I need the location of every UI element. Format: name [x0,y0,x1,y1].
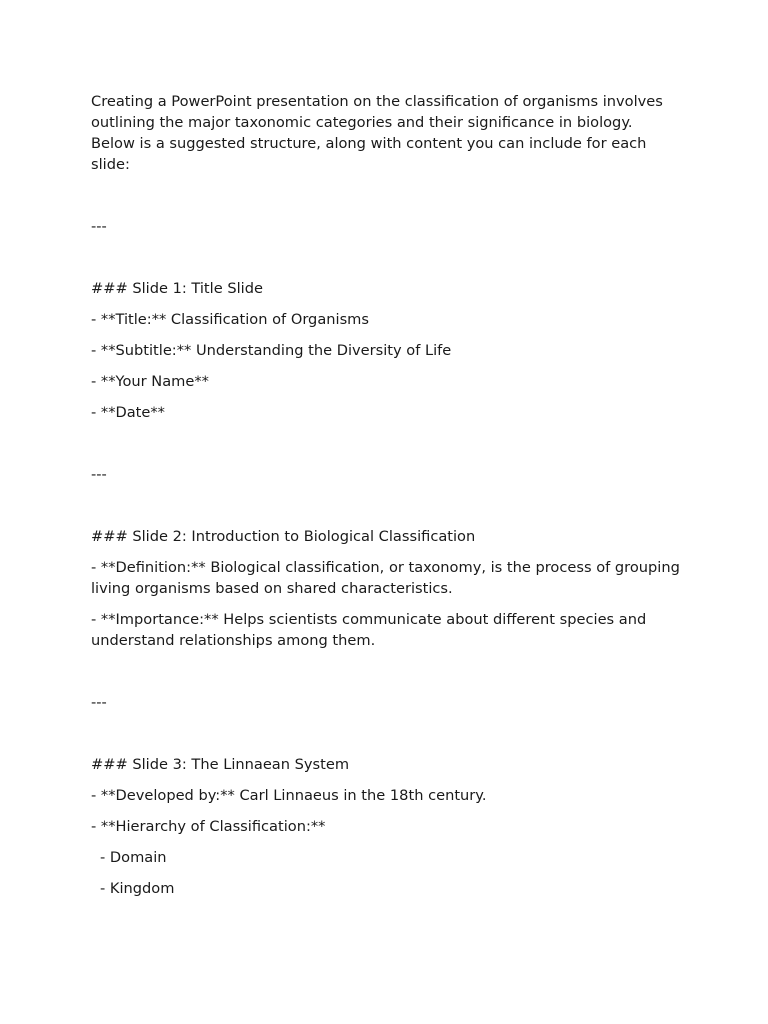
slide-1-date-item: - **Date** [91,404,165,421]
document-body [91,91,685,909]
slide-3-domain-subitem: - Domain [100,849,167,866]
slide-2-heading: ### Slide 2: Introduction to Biological Classification [91,528,476,545]
slide-3-kingdom-subitem: - Kingdom [100,880,175,897]
slide-2-importance-item: - **Importance:** Helps scientists communicate about different species and understand relationships among them. [91,611,651,649]
separator: --- [91,218,107,235]
separator: --- [91,466,107,483]
slide-1-heading: ### Slide 1: Title Slide [91,280,263,297]
slide-1-subtitle-item: - **Subtitle:** Understanding the Diversity of Life [91,342,452,359]
slide-1-title-item: - **Title:** Classification of Organisms [91,311,369,328]
slide-3-heading: ### Slide 3: The Linnaean System [91,756,350,773]
separator: --- [91,694,107,711]
slide-3-developer-item: - **Developed by:** Carl Linnaeus in the 18th century. [91,787,487,804]
intro-paragraph: Creating a PowerPoint presentation on the classification of organisms involves outlining the major taxonomic categories and their significance in biology. Below is a suggested structure, along with content you can include for each slide: [91,93,668,173]
slide-1-name-item: - **Your Name** [91,373,209,390]
slide-2-definition-item: - **Definition:** Biological classification, or taxonomy, is the process of grouping living organisms based on shared characteristics. [91,559,685,597]
slide-3-hierarchy-item: - **Hierarchy of Classification:** [91,818,326,835]
